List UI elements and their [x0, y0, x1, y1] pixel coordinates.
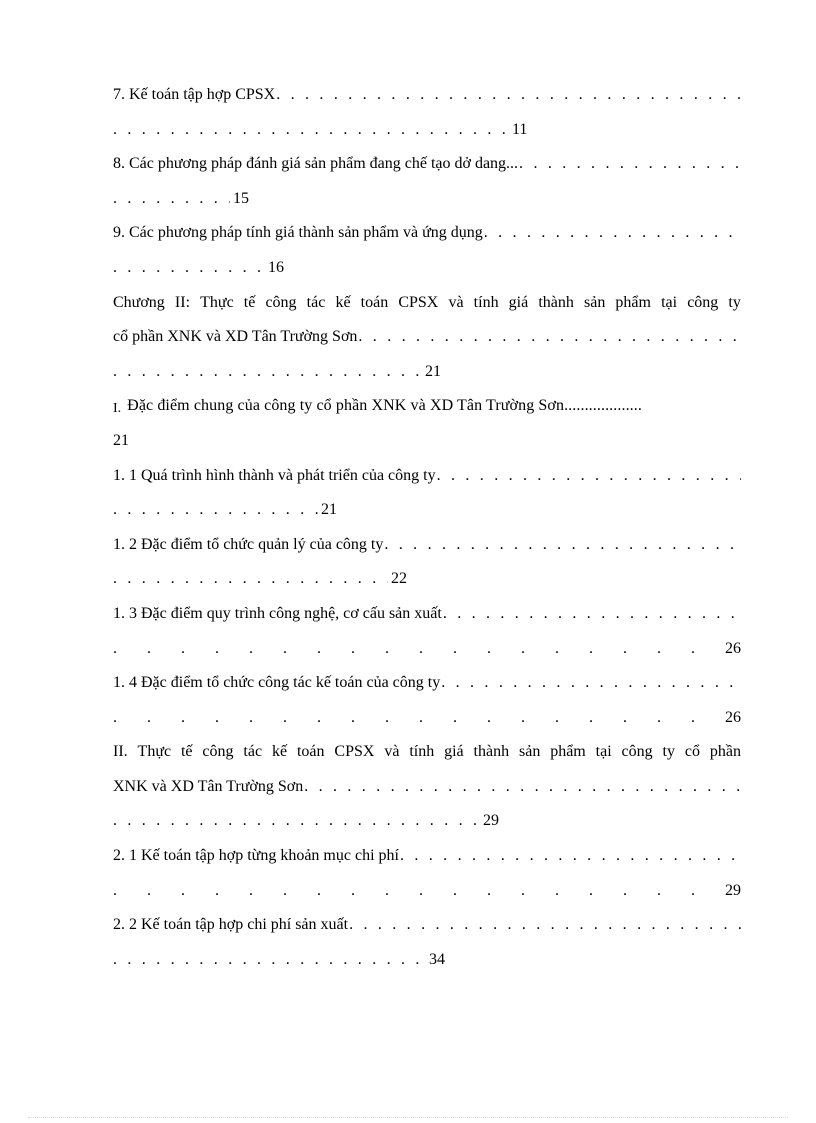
toc-entry-8[interactable]: [113, 151, 741, 186]
word: tế: [243, 293, 256, 311]
word: sản: [518, 743, 541, 761]
word: Chương: [113, 293, 165, 311]
word: phần: [709, 743, 741, 761]
word: và: [448, 293, 464, 311]
toc-entry-1-3[interactable]: [113, 601, 741, 636]
toc-section-1-page-line: [113, 428, 741, 463]
word: Thực: [200, 293, 234, 311]
word: tế: [180, 743, 193, 761]
word: thành: [538, 293, 574, 311]
toc-entry-1-1[interactable]: [113, 463, 741, 498]
toc-chapter-2-line-1[interactable]: [113, 290, 741, 325]
toc-entry-9[interactable]: [113, 220, 741, 255]
toc-entry-title: 1. 3 Đặc điểm quy trình công nghệ, cơ cấu sản xuất: [113, 604, 442, 622]
toc-entry-title: 2. 2 Kế toán tập hợp chi phí sản xuất: [113, 916, 349, 934]
toc-section-2-page-line: [113, 808, 741, 843]
toc-page-number: 26: [725, 708, 741, 726]
toc-page-number: 29: [483, 812, 499, 830]
dot-leader: [113, 705, 705, 740]
word: tại: [595, 743, 612, 761]
toc-page-number: 26: [725, 639, 741, 657]
word: ty: [728, 293, 741, 311]
toc-page-number: 22: [391, 570, 407, 588]
word: kế: [271, 743, 288, 761]
word: kế: [335, 293, 351, 311]
toc-entry-title: cổ phần XNK và XD Tân Trường Sơn: [113, 328, 358, 346]
dot-leader: [113, 255, 265, 290]
word: tính: [409, 743, 435, 761]
toc-entry-title: 2. 1 Kế toán tập hợp từng khoản mục chi phí: [113, 847, 399, 865]
toc-entry-1-2-page-line: [113, 566, 741, 601]
word: tại: [661, 293, 678, 311]
toc-entry-2-2-page-line: [113, 947, 741, 982]
dot-leader: [441, 670, 741, 705]
toc-entry-title: XNK và XD Tân Trường Sơn: [113, 777, 304, 795]
dot-leader: [113, 359, 422, 394]
word: CPSX: [398, 293, 439, 311]
toc-section-2-line-2[interactable]: [113, 774, 741, 809]
word: tính: [473, 293, 499, 311]
toc-entry-1-4[interactable]: [113, 670, 741, 705]
word: thành: [473, 743, 510, 761]
page-bottom-rule: [28, 1117, 788, 1119]
toc-section-2-line-1[interactable]: [113, 739, 741, 774]
word: CPSX: [334, 743, 375, 761]
word: phẩm: [550, 743, 586, 761]
toc-page-number: 21: [113, 431, 129, 449]
toc-page-number: 15: [233, 189, 249, 207]
word: toán: [360, 293, 389, 311]
word: cổ: [684, 743, 700, 761]
word: II.: [113, 743, 128, 761]
word: và: [384, 743, 400, 761]
toc-entry-2-1[interactable]: [113, 843, 741, 878]
toc-entry-9-page-line: [113, 255, 741, 290]
toc-entry-7[interactable]: [113, 82, 741, 117]
section-numeral: I.: [113, 401, 122, 417]
toc-entry-title: 9. Các phương pháp tính giá thành sản phẩm và ứng dụng: [113, 224, 483, 242]
toc-page-number: 21: [425, 362, 441, 380]
word: phẩm: [615, 293, 651, 311]
word: Thực: [137, 743, 172, 761]
dot-leader: [113, 186, 230, 221]
word: ty: [662, 743, 675, 761]
toc-entry-1-2[interactable]: [113, 532, 741, 567]
word: giá: [508, 293, 529, 311]
toc-entry-7-page-line: [113, 117, 741, 152]
toc-entry-2-2[interactable]: [113, 912, 741, 947]
toc-entry-title: 1. 2 Đặc điểm tổ chức quản lý của công ty: [113, 535, 384, 553]
word: công: [202, 743, 234, 761]
toc-section-1[interactable]: [113, 393, 741, 428]
word: tác: [306, 293, 326, 311]
word: giá: [444, 743, 464, 761]
word: toán: [296, 743, 325, 761]
dot-leader: [304, 774, 741, 809]
toc-entry-1-1-page-line: [113, 497, 741, 532]
toc-entry-1-4-page-line: [113, 705, 741, 740]
toc-entry-8-page-line: [113, 186, 741, 221]
dot-leader: [113, 497, 318, 532]
word: công: [621, 743, 653, 761]
word: công: [265, 293, 297, 311]
dot-leader: [113, 117, 509, 152]
dot-leader: [113, 566, 388, 601]
toc-chapter-2-line-2[interactable]: [113, 324, 741, 359]
dot-leader: [113, 947, 426, 982]
toc-entry-2-1-page-line: [113, 878, 741, 913]
dot-leader: [437, 463, 741, 498]
dot-leader: [384, 532, 741, 567]
dot-leader: [276, 82, 741, 117]
dot-leader: [358, 324, 741, 359]
toc-page-number: 11: [512, 120, 528, 138]
dot-leader: [113, 878, 705, 913]
word: II:: [174, 293, 191, 311]
word: sản: [583, 293, 606, 311]
dot-leader: [443, 601, 741, 636]
dot-leader: [484, 220, 741, 255]
toc-entry-title: 8. Các phương pháp đánh giá sản phẩm đang chế tạo dở dang...: [113, 155, 519, 173]
toc-entry-title: Đặc điểm chung của công ty cổ phần XNK và XD Tân Trường Sơn...................: [127, 397, 642, 415]
toc-page-number: 16: [268, 258, 284, 276]
table-of-contents: [113, 82, 741, 981]
toc-page-number: 29: [725, 881, 741, 899]
dot-leader: [400, 843, 741, 878]
dot-leader: [349, 912, 741, 947]
toc-entry-title: 1. 1 Quá trình hình thành và phát triển của công ty: [113, 466, 436, 484]
toc-entry-title: 1. 4 Đặc điểm tổ chức công tác kế toán của công ty: [113, 674, 441, 692]
word: tác: [243, 743, 263, 761]
toc-entry-title: 7. Kế toán tập hợp CPSX: [113, 86, 276, 103]
toc-page-number: 21: [321, 501, 337, 519]
dot-leader: [113, 808, 480, 843]
word: công: [687, 293, 719, 311]
toc-entry-1-3-page-line: [113, 636, 741, 671]
dot-leader: [113, 636, 705, 671]
dot-leader: [519, 151, 741, 186]
toc-chapter-2-page-line: [113, 359, 741, 394]
toc-page-number: 34: [429, 950, 445, 968]
